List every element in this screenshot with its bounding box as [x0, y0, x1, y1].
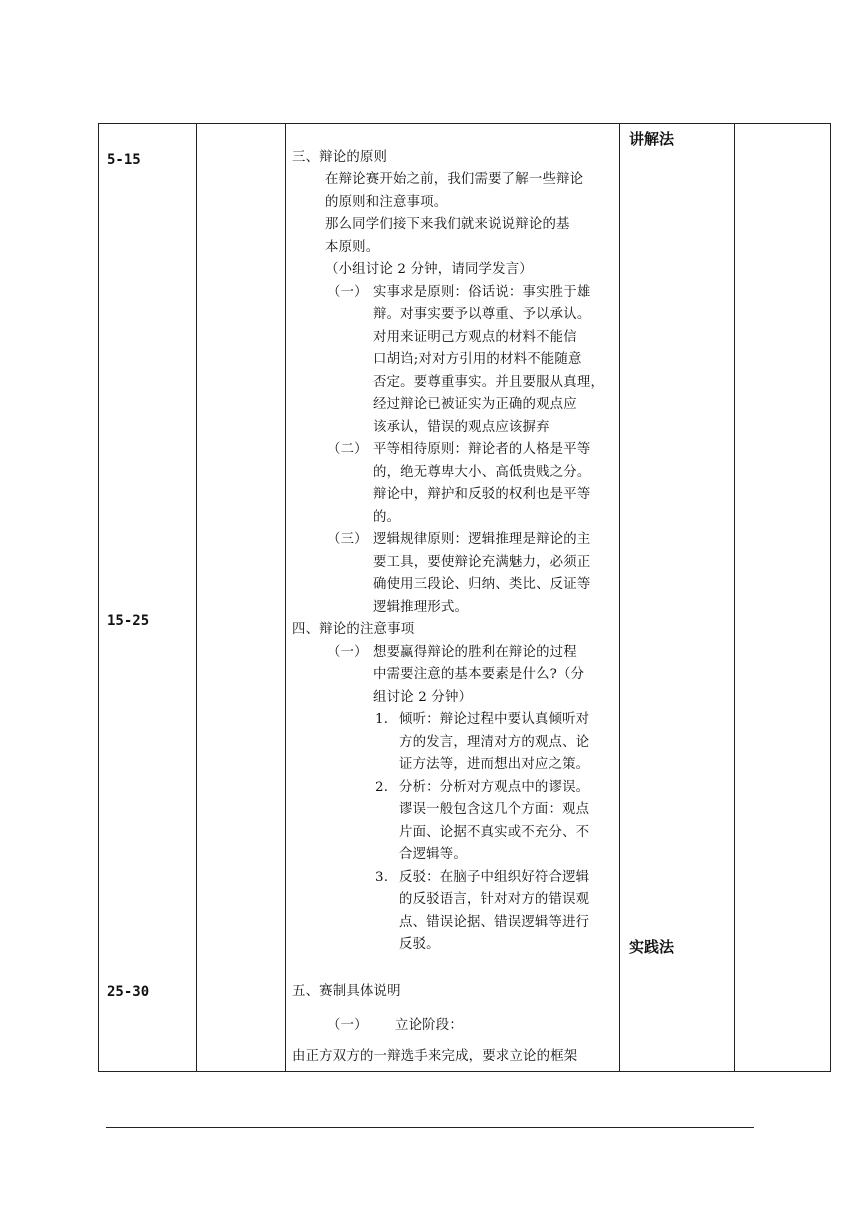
- numbered-marker: 1.: [375, 712, 389, 727]
- time-range: 25-30: [107, 984, 150, 1000]
- section-heading: 三、辩论的原则: [292, 150, 388, 165]
- teaching-method: 实践法: [629, 938, 675, 956]
- list-item-line: 平等相待原则：辩论者的人格是平等: [373, 442, 591, 457]
- list-item-line: 的。: [373, 510, 401, 525]
- list-item-line: 中需要注意的基本要素是什么?（分: [373, 667, 585, 682]
- numbered-item-line: 反驳。: [399, 937, 440, 952]
- numbered-item-line: 反驳：在脑子中组织好符合逻辑: [399, 870, 590, 885]
- numbered-item-line: 倾听：辩论过程中要认真倾听对: [399, 712, 590, 727]
- numbered-item-line: 点、错误论据、错误逻辑等进行: [399, 915, 590, 930]
- list-item-line: 否定。要尊重事实。并且要服从真理，: [373, 375, 605, 390]
- numbered-marker: 2.: [375, 780, 389, 795]
- list-item-line: 组讨论 2 分钟）: [373, 690, 473, 705]
- numbered-item-line: 片面、论据不真实或不充分、不: [399, 825, 590, 840]
- list-marker: （二）: [327, 442, 368, 457]
- numbered-item-line: 分析：分析对方观点中的谬误。: [399, 780, 590, 795]
- list-item-line: 辩论中，辩护和反驳的权利也是平等: [373, 487, 591, 502]
- list-marker: （一）: [327, 1018, 368, 1033]
- list-item-line: 经过辩论已被证实为正确的观点应: [373, 397, 577, 412]
- numbered-item-line: 方的发言，理清对方的观点、论: [399, 735, 590, 750]
- list-marker: （一）: [327, 645, 368, 660]
- lesson-plan-table: [98, 123, 831, 1072]
- numbered-marker: 3.: [375, 870, 389, 885]
- list-item-line: 确使用三段论、归纳、类比、反证等: [373, 577, 591, 592]
- numbered-item-line: 合逻辑等。: [399, 847, 467, 862]
- time-range: 5-15: [107, 152, 141, 168]
- list-item-line: 的，绝无尊卑大小、高低贵贱之分。: [373, 465, 591, 480]
- list-item-line: 该承认，错误的观点应该摒弃: [373, 420, 550, 435]
- paragraph-line: 的原则和注意事项。: [325, 195, 448, 210]
- column-divider: [734, 124, 735, 1071]
- column-divider: [196, 124, 197, 1071]
- section-heading: 五、赛制具体说明: [292, 984, 401, 999]
- paragraph-line: 由正方双方的一辩选手来完成，要求立论的框架: [292, 1049, 578, 1064]
- list-item-line: 逻辑推理形式。: [373, 600, 469, 615]
- numbered-item-line: 谬误一般包含这几个方面：观点: [399, 802, 590, 817]
- list-item-line: 立论阶段：: [395, 1018, 463, 1033]
- paragraph-line: 在辩论赛开始之前，我们需要了解一些辩论: [325, 172, 584, 187]
- paragraph-line: 那么同学们接下来我们就来说说辩论的基: [325, 217, 570, 232]
- paragraph-line: （小组讨论 2 分钟，请同学发言）: [325, 262, 533, 277]
- list-item-line: 对用来证明己方观点的材料不能信: [373, 330, 577, 345]
- numbered-item-line: 证方法等，进而想出对应之策。: [399, 757, 590, 772]
- teaching-method: 讲解法: [629, 130, 675, 148]
- numbered-item-line: 的反驳语言，针对对方的错误观: [399, 892, 590, 907]
- list-item-line: 想要赢得辩论的胜利在辩论的过程: [373, 645, 577, 660]
- column-divider: [285, 124, 286, 1071]
- paragraph-line: 本原则。: [325, 240, 380, 255]
- section-heading: 四、辩论的注意事项: [292, 622, 415, 637]
- list-marker: （三）: [327, 532, 368, 547]
- list-marker: （一）: [327, 285, 368, 300]
- list-item-line: 口胡诌;对对方引用的材料不能随意: [373, 352, 582, 367]
- footer-rule: [106, 1127, 754, 1128]
- list-item-line: 实事求是原则：俗话说：事实胜于雄: [373, 285, 591, 300]
- list-item-line: 要工具，要使辩论充满魅力，必须正: [373, 555, 591, 570]
- list-item-line: 逻辑规律原则：逻辑推理是辩论的主: [373, 532, 591, 547]
- time-range: 15-25: [107, 613, 150, 629]
- column-divider: [619, 124, 620, 1071]
- list-item-line: 辩。对事实要予以尊重、予以承认。: [373, 307, 591, 322]
